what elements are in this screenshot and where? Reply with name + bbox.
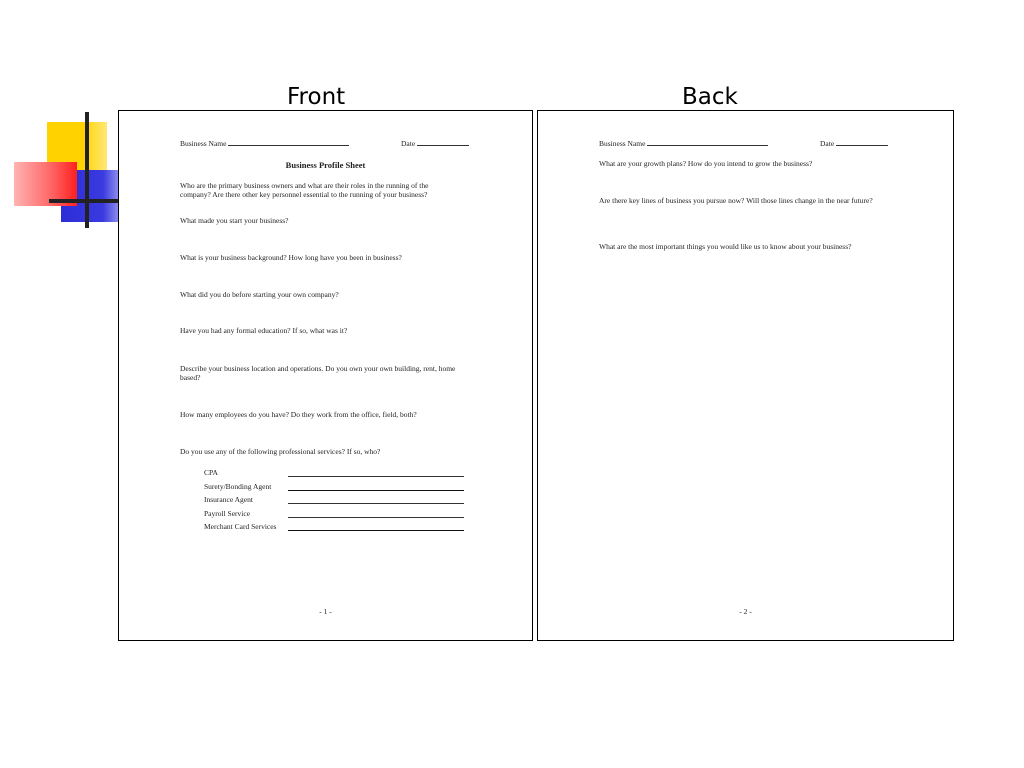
date-label: Date: [401, 139, 416, 148]
service-line: [288, 476, 464, 477]
date-line: [836, 139, 888, 146]
page-number: - 1 -: [319, 607, 332, 616]
question: Do you use any of the following professional services? If so, who?: [180, 447, 381, 456]
service-line: [288, 517, 464, 518]
question: What made you start your business?: [180, 216, 289, 225]
logo-horizontal-bar: [49, 199, 121, 203]
business-name-label: Business Name: [599, 139, 646, 148]
business-name-line: [228, 139, 349, 146]
service-row: [204, 495, 474, 509]
question: Who are the primary business owners and what are their roles in the running of the company? Are there other key personnel essential to the running of your business?: [180, 181, 429, 199]
question: How many employees do you have? Do they work from the office, field, both?: [180, 410, 417, 419]
question: What did you do before starting your own company?: [180, 290, 339, 299]
front-page: [118, 110, 533, 641]
date-label: Date: [820, 139, 835, 148]
heading-back: Back: [682, 84, 738, 110]
service-row: [204, 509, 474, 523]
front-header: [180, 139, 480, 148]
service-label: CPA: [204, 468, 218, 477]
service-label: Surety/Bonding Agent: [204, 481, 272, 491]
services-list: [204, 468, 474, 536]
heading-front: Front: [287, 84, 346, 110]
date-line: [417, 139, 469, 146]
service-line: [288, 530, 464, 531]
page-number: - 2 -: [739, 607, 752, 616]
service-label: Insurance Agent: [204, 495, 253, 505]
service-row: [204, 522, 474, 536]
service-row: [204, 468, 474, 482]
question: What are the most important things you would like us to know about your business?: [599, 242, 852, 251]
service-label: Payroll Service: [204, 508, 251, 518]
business-name-line: [647, 139, 768, 146]
logo-vertical-bar: [85, 112, 89, 228]
service-row: [204, 482, 474, 496]
question: Have you had any formal education? If so, what was it?: [180, 326, 348, 335]
question: Are there key lines of business you pursue now? Will those lines change in the near future?: [599, 196, 873, 205]
service-line: [288, 503, 464, 504]
question: What is your business background? How long have you been in business?: [180, 253, 402, 262]
business-name-label: Business Name: [180, 139, 227, 148]
back-header: [599, 139, 899, 148]
service-label: Merchant Card Services: [204, 522, 277, 532]
question: Describe your business location and operations. Do you own your own building, rent, home based?: [180, 364, 456, 382]
sheet-title: Business Profile Sheet: [285, 160, 366, 170]
question: What are your growth plans? How do you intend to grow the business?: [599, 159, 813, 168]
service-line: [288, 490, 464, 491]
back-page: [537, 110, 954, 641]
